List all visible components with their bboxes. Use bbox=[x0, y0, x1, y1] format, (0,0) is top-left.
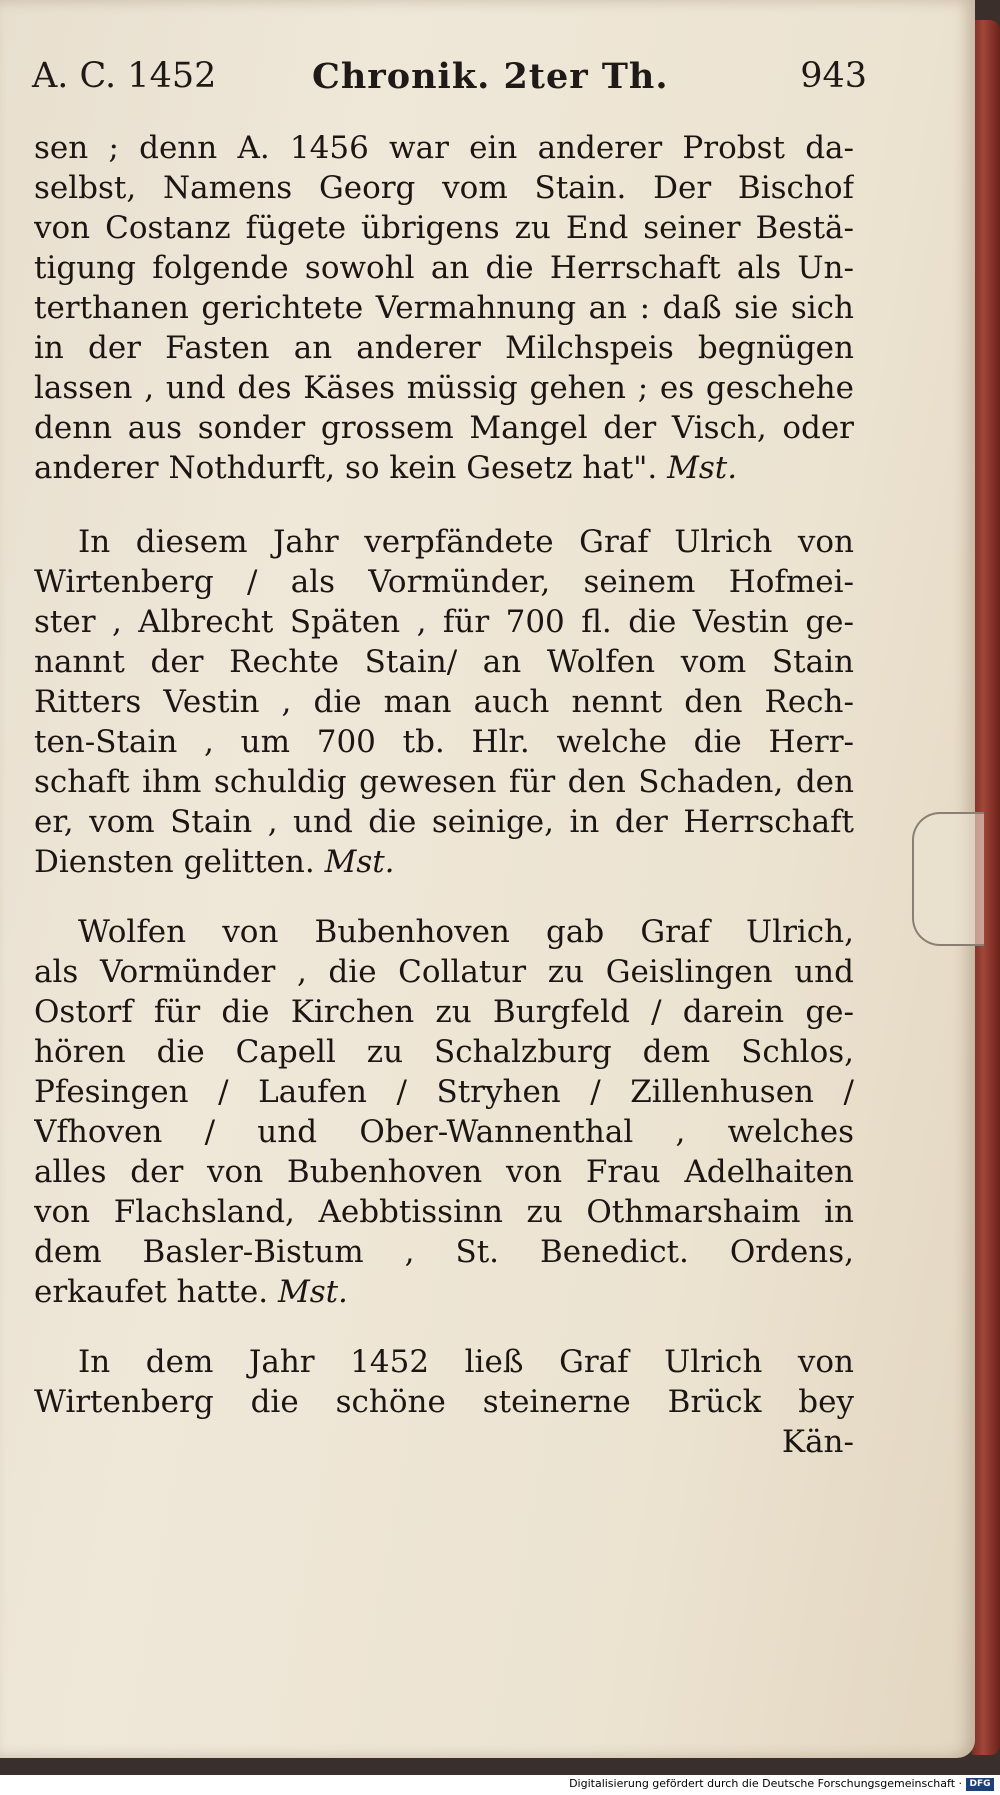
text-line: hören die Capell zu Schalzburg dem Schlos, bbox=[34, 1034, 854, 1070]
text-line: nannt der Rechte Stain/ an Wolfen vom Stain bbox=[34, 644, 854, 680]
digitization-footer bbox=[0, 1775, 1000, 1795]
running-header bbox=[32, 56, 867, 112]
text-line: tigung folgende sowohl an die Herrschaft als Un- bbox=[34, 250, 854, 286]
text-line: von Flachsland, Aebbtissinn zu Othmarshaim in bbox=[34, 1194, 854, 1230]
text-line: Wolfen von Bubenhoven gab Graf Ulrich, bbox=[78, 914, 854, 950]
text-line: lassen , und des Käses müssig gehen ; es geschehe bbox=[34, 370, 854, 406]
text-line: Wirtenberg die schöne steinerne Brück bey bbox=[34, 1384, 854, 1420]
page-tab-marker bbox=[912, 812, 984, 946]
text-line-content: erkaufet hatte. bbox=[34, 1274, 269, 1310]
text-line: ster , Albrecht Späten , für 700 fl. die Vestin ge- bbox=[34, 604, 854, 640]
text-line: von Costanz fügete übrigens zu End seiner Bestä- bbox=[34, 210, 854, 246]
page-number: 943 bbox=[800, 56, 867, 96]
text-line-content: Diensten gelitten. bbox=[34, 844, 315, 880]
text-line-final bbox=[34, 842, 854, 882]
text-line-final bbox=[34, 448, 854, 488]
text-line-final bbox=[34, 1272, 854, 1312]
funding-credit: Digitalisierung gefördert durch die Deutsche Forschungsgemeinschaft · bbox=[569, 1777, 962, 1790]
text-line: terthanen gerichtete Vermahnung an : daß sie sich bbox=[34, 290, 854, 326]
text-line: schaft ihm schuldig gewesen für den Schaden, den bbox=[34, 764, 854, 800]
text-line: denn aus sonder grossem Mangel der Visch, oder bbox=[34, 410, 854, 446]
text-line-content: anderer Nothdurft, so kein Gesetz hat". bbox=[34, 450, 658, 486]
text-line: Pfesingen / Laufen / Stryhen / Zillenhusen / bbox=[34, 1074, 854, 1110]
text-line: als Vormünder , die Collatur zu Geislingen und bbox=[34, 954, 854, 990]
text-line: Ritters Vestin , die man auch nennt den Rech- bbox=[34, 684, 854, 720]
text-line: In diesem Jahr verpfändete Graf Ulrich von bbox=[78, 524, 854, 560]
header-year: A. C. 1452 bbox=[32, 56, 217, 96]
text-line: In dem Jahr 1452 ließ Graf Ulrich von bbox=[78, 1344, 854, 1380]
catchword: Kän- bbox=[781, 1424, 854, 1460]
text-line: Vfhoven / und Ober-Wannenthal , welches bbox=[34, 1114, 854, 1150]
dfg-logo: DFG bbox=[966, 1778, 994, 1791]
text-line: er, vom Stain , und die seinige, in der Herrschaft bbox=[34, 804, 854, 840]
header-title: Chronik. 2ter Th. bbox=[312, 56, 669, 97]
text-line: selbst, Namens Georg vom Stain. Der Bischof bbox=[34, 170, 854, 206]
text-line: in der Fasten an anderer Milchspeis begnügen bbox=[34, 330, 854, 366]
text-line: Wirtenberg / als Vormünder, seinem Hofmei- bbox=[34, 564, 854, 600]
source-note: Mst. bbox=[667, 450, 738, 486]
text-line: alles der von Bubenhoven von Frau Adelhaiten bbox=[34, 1154, 854, 1190]
text-line: ten-Stain , um 700 tb. Hlr. welche die Herr- bbox=[34, 724, 854, 760]
text-line: dem Basler-Bistum , St. Benedict. Ordens, bbox=[34, 1234, 854, 1270]
source-note: Mst. bbox=[277, 1274, 348, 1310]
text-line: Ostorf für die Kirchen zu Burgfeld / darein ge- bbox=[34, 994, 854, 1030]
source-note: Mst. bbox=[324, 844, 395, 880]
text-line: sen ; denn A. 1456 war ein anderer Probst da- bbox=[34, 130, 854, 166]
